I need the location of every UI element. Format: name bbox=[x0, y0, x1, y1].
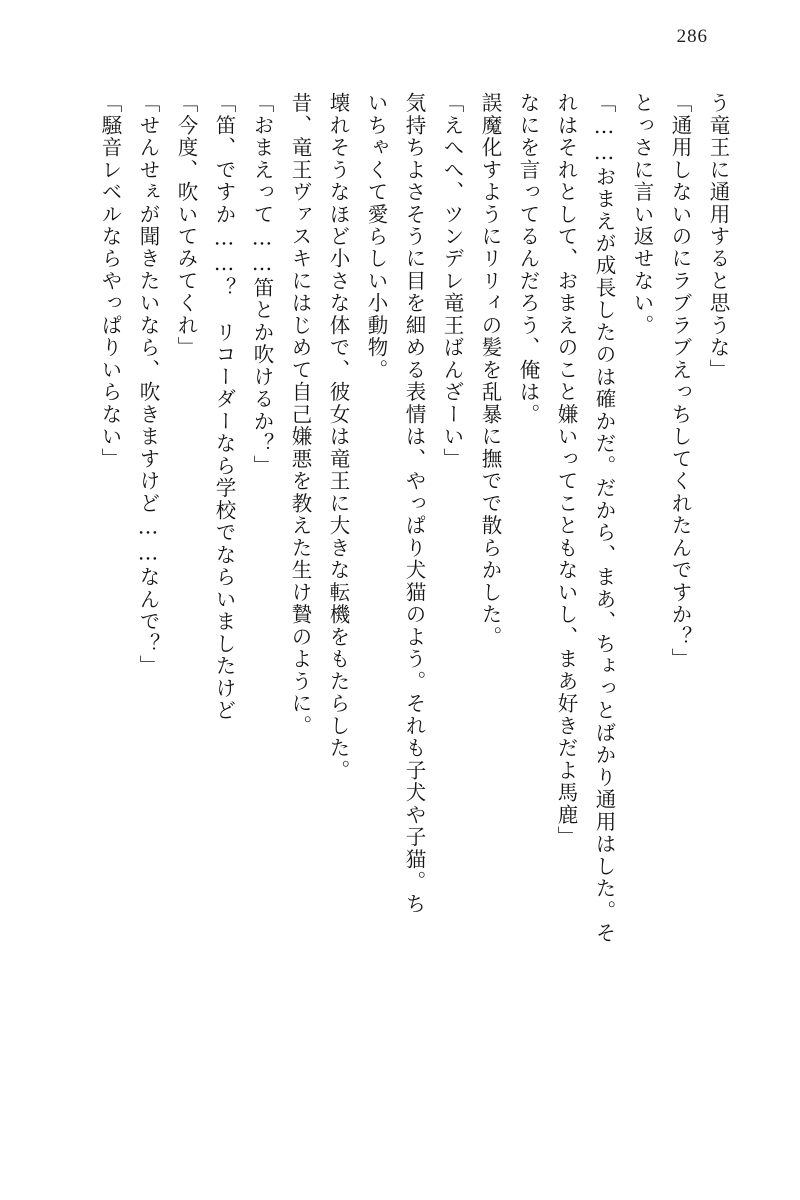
text-line: 「おまえって……笛とか吹けるか？」 bbox=[250, 92, 274, 478]
text-line: 「今度、吹いてみてくれ」 bbox=[174, 92, 198, 359]
text-line: 「えへへ、ツンデレ竜王ばんざーい」 bbox=[440, 92, 464, 471]
text-line: 「通用しないのにラブラブえっちしてくれたんですか？」 bbox=[668, 92, 692, 671]
text-line: 「……おまえが成長したのは確かだ。だから、まあ、ちょっとばかり通用はした。そ bbox=[592, 92, 616, 945]
text-line: れはそれとして、おまえのこと嫌いってこともないし、まあ好きだよ馬鹿」 bbox=[554, 92, 578, 849]
page-number: 286 bbox=[676, 26, 708, 47]
text-line: 気持ちよさそうに目を細める表情は、やっぱり犬猫のよう。それも子犬や子猫。ち bbox=[402, 92, 426, 915]
vertical-text-body bbox=[46, 92, 728, 1102]
text-line: なにを言ってるんだろう、俺は。 bbox=[516, 92, 540, 426]
text-line: 昔、竜王ヴァスキにはじめて自己嫌悪を教えた生け贄のように。 bbox=[288, 92, 312, 738]
text-line: う竜王に通用すると思うな」 bbox=[706, 92, 730, 382]
text-line: 「笛、ですか……？ リコーダーなら学校でならいましたけど bbox=[212, 92, 236, 722]
text-line: 壊れそうなほど小さな体で、彼女は竜王に大きな転機をもたらした。 bbox=[326, 92, 350, 782]
text-line: いちゃくて愛らしい小動物。 bbox=[364, 92, 388, 382]
text-line: とっさに言い返せない。 bbox=[630, 92, 654, 337]
text-line: 「せんせぇが聞きたいなら、吹きますけど……なんで？」 bbox=[136, 92, 160, 678]
text-line: 誤魔化すようにリリィの髪を乱暴に撫でで散らかした。 bbox=[478, 92, 502, 649]
text-line: 「騒音レベルならやっぱりいらない」 bbox=[98, 92, 122, 471]
